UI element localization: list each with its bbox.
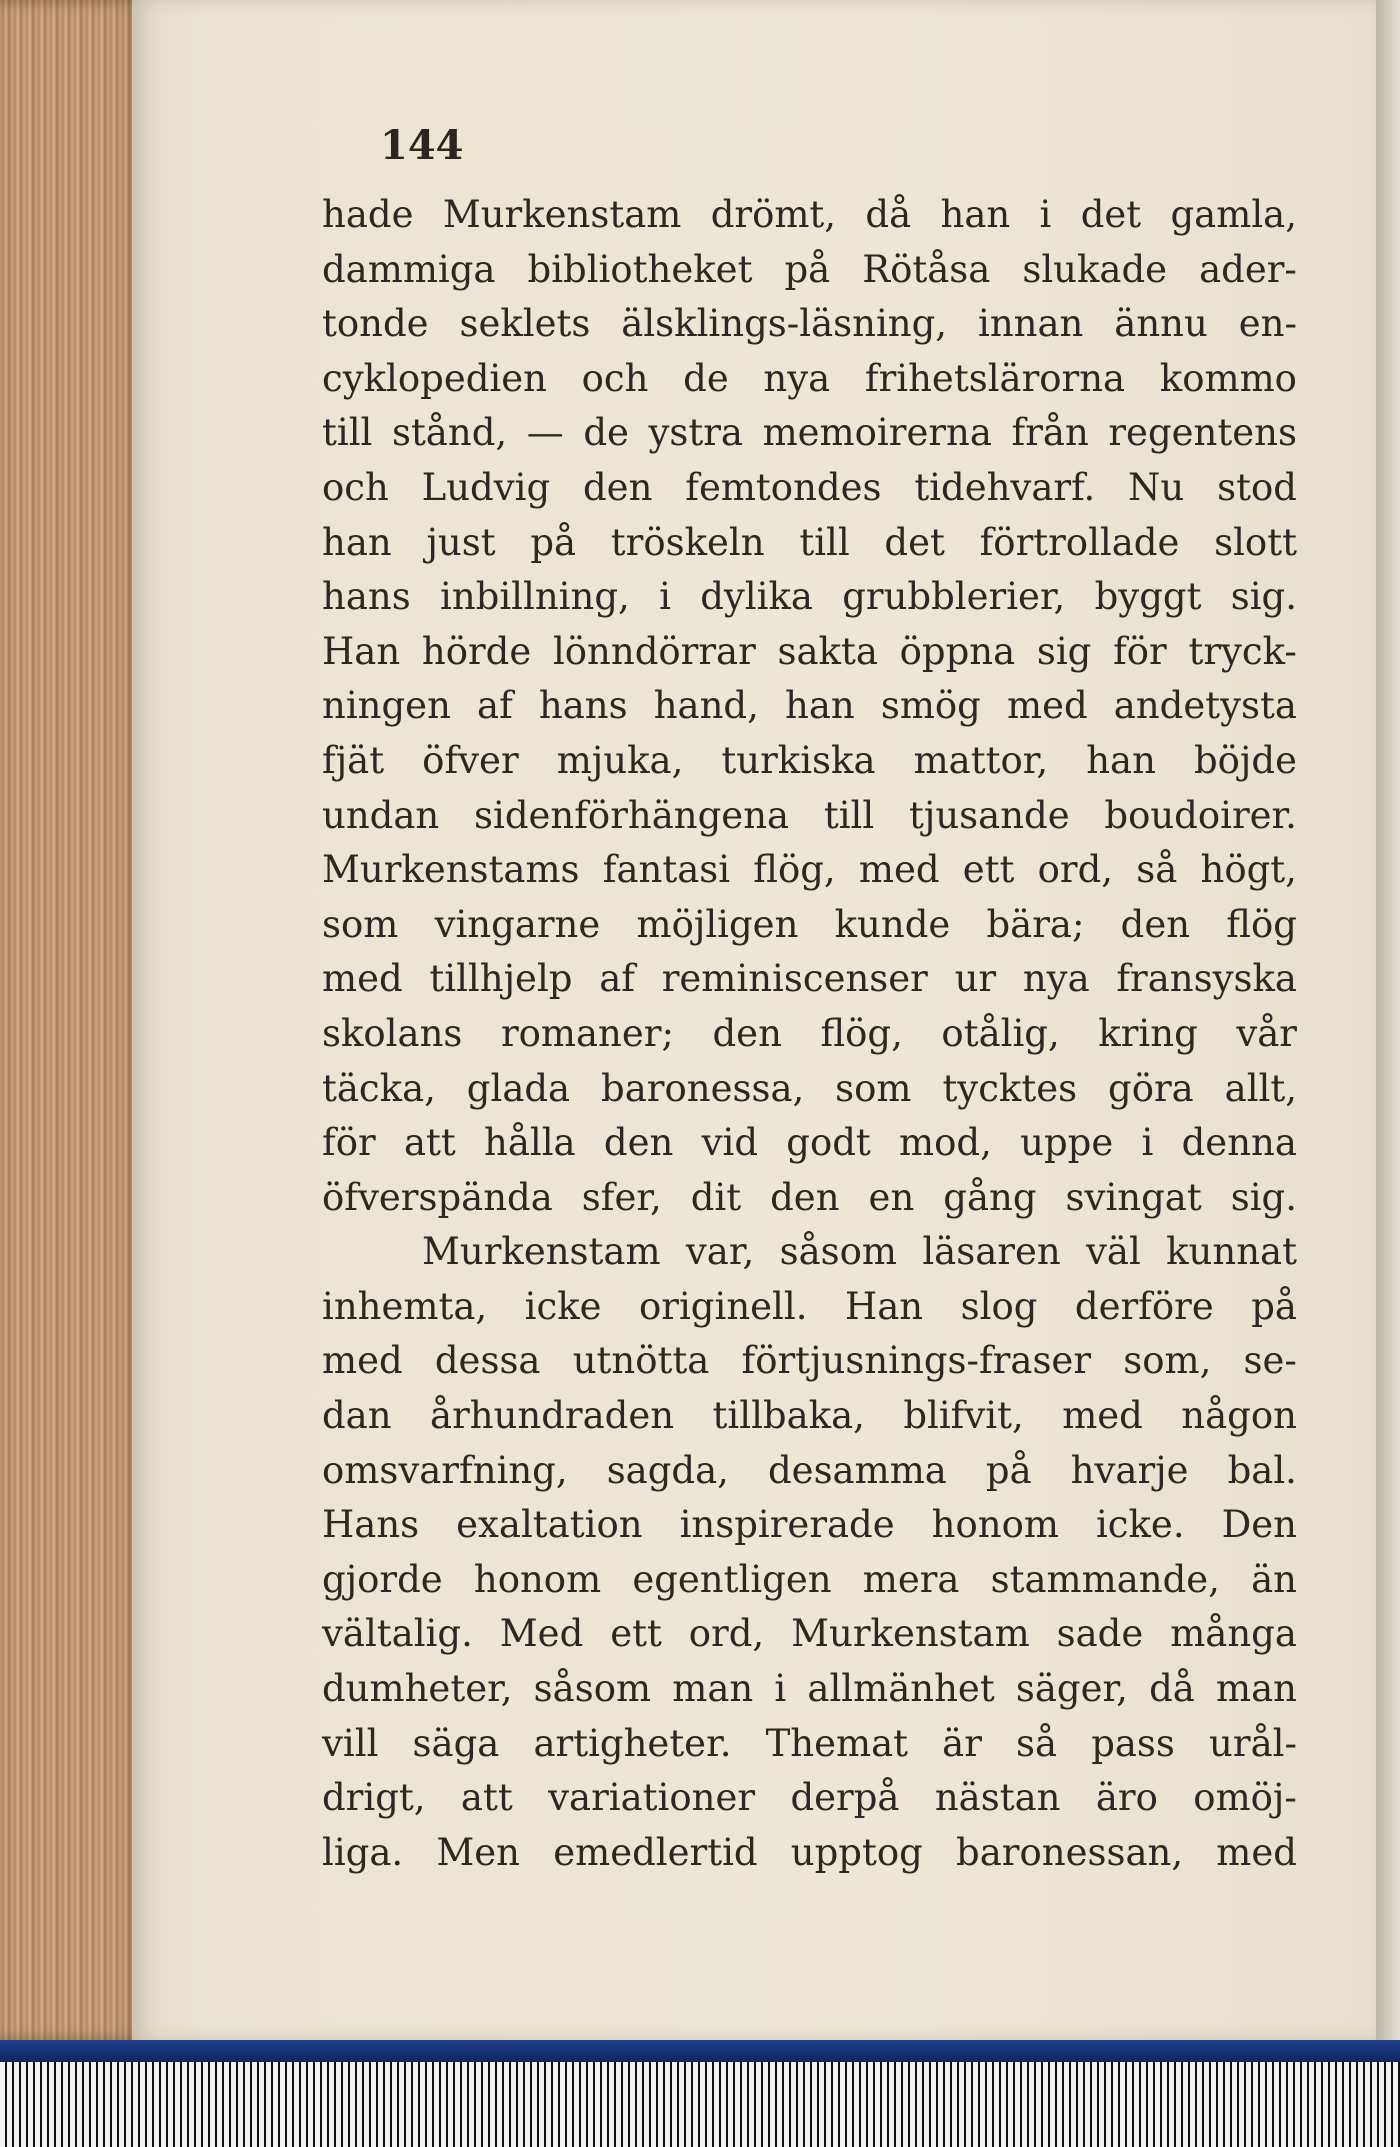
word: vår bbox=[1236, 1011, 1297, 1055]
word: byggt bbox=[1094, 575, 1202, 619]
text-line bbox=[322, 952, 1297, 1007]
word: reminiscenser bbox=[661, 957, 928, 1001]
word: på bbox=[985, 1448, 1032, 1492]
word: till bbox=[823, 793, 875, 837]
text-line bbox=[322, 1662, 1297, 1717]
word: seklets bbox=[459, 302, 591, 346]
word: originell. bbox=[639, 1284, 808, 1328]
word: till bbox=[799, 520, 850, 564]
word: nästan bbox=[934, 1776, 1061, 1820]
word: Nu bbox=[1128, 465, 1185, 509]
word: såsom bbox=[779, 1230, 897, 1274]
word: godt bbox=[786, 1121, 871, 1165]
word: frihetslärorna bbox=[864, 356, 1126, 400]
text-line bbox=[322, 461, 1297, 516]
text-line bbox=[322, 1498, 1297, 1553]
text-line bbox=[322, 679, 1297, 734]
word: tidehvarf. bbox=[914, 465, 1096, 509]
word: vid bbox=[701, 1121, 758, 1165]
word: äro bbox=[1095, 1776, 1158, 1820]
word: tillbaka, bbox=[712, 1394, 865, 1438]
word: tjusande bbox=[908, 793, 1070, 837]
word: upptog bbox=[790, 1830, 923, 1874]
text-line bbox=[322, 1444, 1297, 1499]
word: den bbox=[770, 1175, 840, 1219]
word: med bbox=[1062, 1394, 1143, 1438]
word: ystra bbox=[648, 411, 743, 455]
word: uppe bbox=[1020, 1121, 1114, 1165]
word: Rötåsa bbox=[862, 247, 991, 291]
word: turkiska bbox=[721, 738, 876, 782]
word: ännu bbox=[1114, 302, 1208, 346]
word: så bbox=[1136, 848, 1178, 892]
word: öfverspända bbox=[322, 1175, 553, 1219]
word: högt, bbox=[1200, 848, 1297, 892]
word: många bbox=[1170, 1612, 1297, 1656]
word: i bbox=[774, 1667, 787, 1711]
text-line bbox=[322, 1116, 1297, 1171]
word: honom bbox=[931, 1503, 1059, 1547]
word: gång bbox=[943, 1175, 1037, 1219]
word: då bbox=[1149, 1667, 1195, 1711]
word: från bbox=[1011, 411, 1089, 455]
word: med bbox=[322, 1339, 403, 1383]
text-line bbox=[322, 1062, 1297, 1117]
word: förtrollade bbox=[979, 520, 1180, 564]
word: denna bbox=[1181, 1121, 1297, 1165]
word: boudoirer. bbox=[1104, 793, 1297, 837]
word: än bbox=[1251, 1557, 1297, 1601]
word: att bbox=[403, 1121, 456, 1165]
text-line bbox=[322, 570, 1297, 625]
word: cyklopedien bbox=[322, 356, 547, 400]
word: allmänhet bbox=[807, 1667, 995, 1711]
word: nya bbox=[1022, 957, 1090, 1001]
word: väl bbox=[1086, 1230, 1141, 1274]
word: Murkenstam bbox=[422, 1230, 661, 1274]
word: man bbox=[672, 1667, 754, 1711]
word: ord, bbox=[688, 1612, 765, 1656]
word: lönndörrar bbox=[552, 629, 756, 673]
word: för bbox=[322, 1121, 376, 1165]
text-line bbox=[322, 1607, 1297, 1662]
word: Han bbox=[844, 1284, 924, 1328]
word: fantasi bbox=[602, 848, 731, 892]
scan-color-band bbox=[0, 2040, 1400, 2062]
word: grubblerier, bbox=[842, 575, 1066, 619]
text-line bbox=[322, 516, 1297, 571]
word: dylika bbox=[700, 575, 813, 619]
word: ett bbox=[610, 1612, 662, 1656]
word: omsvarfning, bbox=[322, 1448, 568, 1492]
word: vingarne bbox=[434, 902, 601, 946]
word: hade bbox=[322, 193, 414, 236]
word: i bbox=[659, 575, 671, 619]
word: af bbox=[599, 957, 635, 1001]
word: som bbox=[322, 902, 399, 946]
word: är bbox=[942, 1721, 982, 1765]
word: dessa bbox=[434, 1339, 541, 1383]
word: stammande, bbox=[990, 1557, 1220, 1601]
word: förtjusnings-fraser bbox=[741, 1339, 1092, 1383]
word: svingat bbox=[1065, 1175, 1202, 1219]
word: Han bbox=[322, 629, 401, 673]
text-line bbox=[322, 789, 1297, 844]
word: ord, bbox=[1037, 848, 1114, 892]
word: blifvit, bbox=[903, 1394, 1024, 1438]
word: flög, bbox=[820, 1011, 903, 1055]
text-line bbox=[322, 1826, 1297, 1881]
text-line bbox=[322, 843, 1297, 898]
word: tillhjelp bbox=[429, 957, 573, 1001]
word: var, bbox=[685, 1230, 755, 1274]
word: bal. bbox=[1227, 1448, 1297, 1492]
word: då bbox=[865, 193, 912, 236]
word: ader- bbox=[1199, 247, 1297, 291]
word: han bbox=[940, 193, 1011, 236]
page-number: 144 bbox=[380, 122, 464, 169]
word: att bbox=[460, 1776, 513, 1820]
word: böjde bbox=[1193, 738, 1297, 782]
word: kring bbox=[1098, 1011, 1198, 1055]
text-line bbox=[322, 406, 1297, 461]
word: flög bbox=[1226, 902, 1297, 946]
word: undan bbox=[322, 793, 440, 837]
word: hans bbox=[538, 684, 628, 728]
word: säger, bbox=[1015, 1667, 1128, 1711]
word: de bbox=[683, 356, 729, 400]
word: just bbox=[426, 520, 496, 564]
word: till bbox=[322, 411, 373, 455]
word: älsklings-läsning, bbox=[621, 302, 948, 346]
word: med bbox=[1006, 684, 1088, 728]
word: omöj- bbox=[1193, 1776, 1297, 1820]
word: en bbox=[868, 1175, 915, 1219]
word: hans bbox=[322, 575, 411, 619]
word: läsaren bbox=[922, 1230, 1061, 1274]
page-right-edge bbox=[1376, 0, 1400, 2040]
word: han bbox=[1086, 738, 1156, 782]
word: gjorde bbox=[322, 1557, 443, 1601]
word: för bbox=[1113, 629, 1167, 673]
word: mod, bbox=[899, 1121, 992, 1165]
word: tonde bbox=[322, 302, 429, 346]
word: otålig, bbox=[941, 1011, 1060, 1055]
word: sfer, bbox=[581, 1175, 662, 1219]
word: i bbox=[1141, 1121, 1154, 1165]
word: Hans bbox=[322, 1503, 420, 1547]
word: hörde bbox=[421, 629, 532, 673]
word: slog bbox=[960, 1284, 1038, 1328]
word: derföre bbox=[1074, 1284, 1214, 1328]
word: artigheter. bbox=[533, 1721, 732, 1765]
word: såsom bbox=[533, 1667, 652, 1711]
word: stånd, bbox=[391, 411, 508, 455]
word: med bbox=[1216, 1830, 1297, 1874]
word: tycktes bbox=[942, 1066, 1078, 1110]
text-line bbox=[322, 1171, 1297, 1226]
word: tröskeln bbox=[610, 520, 765, 564]
word: romaner; bbox=[500, 1011, 674, 1055]
text-line bbox=[322, 625, 1297, 680]
word: bära; bbox=[986, 902, 1085, 946]
word: ningen bbox=[322, 684, 451, 728]
word: Ludvig bbox=[421, 465, 551, 509]
word: egentligen bbox=[632, 1557, 832, 1601]
word: så bbox=[1016, 1721, 1058, 1765]
word: den bbox=[583, 465, 653, 509]
word: vältalig. bbox=[322, 1612, 473, 1656]
word: nya bbox=[763, 356, 831, 400]
word: stod bbox=[1217, 465, 1297, 509]
word: på bbox=[784, 247, 831, 291]
word: Med bbox=[499, 1612, 584, 1656]
word: det bbox=[884, 520, 945, 564]
word: en- bbox=[1238, 302, 1297, 346]
word: som bbox=[835, 1066, 912, 1110]
word: hvarje bbox=[1070, 1448, 1189, 1492]
text-line bbox=[322, 297, 1297, 352]
word: Men bbox=[436, 1830, 521, 1874]
word: regentens bbox=[1108, 411, 1297, 455]
text-line bbox=[322, 352, 1297, 407]
word: mjuka, bbox=[556, 738, 684, 782]
text-line bbox=[322, 1553, 1297, 1608]
word: vill bbox=[322, 1721, 379, 1765]
word: Murkenstam bbox=[442, 193, 682, 236]
word: fransyska bbox=[1116, 957, 1297, 1001]
word: sig. bbox=[1230, 1175, 1297, 1219]
word: sade bbox=[1056, 1612, 1144, 1656]
word: sakta bbox=[777, 629, 878, 673]
word: kunde bbox=[834, 902, 951, 946]
word: på bbox=[1251, 1284, 1297, 1328]
word: öfver bbox=[422, 738, 519, 782]
word: göra bbox=[1108, 1066, 1194, 1110]
word: den bbox=[712, 1011, 782, 1055]
word: inhemta, bbox=[322, 1284, 488, 1328]
word: baronessa, bbox=[601, 1066, 805, 1110]
word: det bbox=[1080, 193, 1142, 236]
word: variationer bbox=[548, 1776, 756, 1820]
word: som, bbox=[1123, 1339, 1212, 1383]
word: honom bbox=[473, 1557, 602, 1601]
word: i bbox=[1039, 193, 1052, 236]
word: Murkenstams bbox=[322, 848, 580, 892]
word: den bbox=[1120, 902, 1191, 946]
word: inbillning, bbox=[440, 575, 630, 619]
text-line bbox=[322, 1280, 1297, 1335]
text-line bbox=[322, 898, 1297, 953]
word: derpå bbox=[790, 1776, 900, 1820]
word: Den bbox=[1221, 1503, 1297, 1547]
word: dumheter, bbox=[322, 1667, 513, 1711]
word: icke bbox=[524, 1284, 602, 1328]
word: mattor, bbox=[913, 738, 1049, 782]
word: pass bbox=[1091, 1721, 1175, 1765]
word: utnötta bbox=[572, 1339, 710, 1383]
word: allt, bbox=[1224, 1066, 1297, 1110]
word: drigt, bbox=[322, 1776, 426, 1820]
word: täcka, bbox=[322, 1066, 436, 1110]
word: — bbox=[526, 411, 564, 455]
text-line bbox=[322, 188, 1297, 243]
word: han bbox=[785, 684, 855, 728]
text-line bbox=[322, 1389, 1297, 1444]
word: drömt, bbox=[710, 193, 837, 236]
word: Murkenstam bbox=[791, 1612, 1030, 1656]
word: mera bbox=[862, 1557, 960, 1601]
word: hålla bbox=[484, 1121, 576, 1165]
word: se- bbox=[1243, 1339, 1297, 1383]
word: med bbox=[322, 957, 403, 1001]
text-line bbox=[322, 1717, 1297, 1772]
word: dan bbox=[322, 1394, 392, 1438]
word: kommo bbox=[1159, 356, 1297, 400]
word: hand, bbox=[653, 684, 759, 728]
word: smög bbox=[880, 684, 981, 728]
word: säga bbox=[412, 1721, 500, 1765]
word: bibliotheket bbox=[527, 247, 753, 291]
word: femtondes bbox=[685, 465, 882, 509]
word: ur bbox=[954, 957, 997, 1001]
text-line bbox=[322, 243, 1297, 298]
word: de bbox=[583, 411, 629, 455]
word: flög, bbox=[753, 848, 836, 892]
text-line bbox=[322, 1007, 1297, 1062]
body-text bbox=[322, 188, 1297, 1880]
word: sidenförhängena bbox=[474, 793, 790, 837]
word: innan bbox=[977, 302, 1084, 346]
word: dit bbox=[690, 1175, 742, 1219]
word: desamma bbox=[767, 1448, 947, 1492]
word: tryck- bbox=[1188, 629, 1297, 673]
word: glada bbox=[466, 1066, 571, 1110]
word: urål- bbox=[1209, 1721, 1297, 1765]
word: andetysta bbox=[1113, 684, 1297, 728]
word: exaltation bbox=[456, 1503, 643, 1547]
word: Themat bbox=[765, 1721, 909, 1765]
word: slott bbox=[1214, 520, 1297, 564]
word: icke. bbox=[1095, 1503, 1185, 1547]
book-fore-edge bbox=[0, 0, 140, 2040]
word: liga. bbox=[322, 1830, 404, 1874]
word: sagda, bbox=[606, 1448, 729, 1492]
word: århundraden bbox=[430, 1394, 675, 1438]
word: kunnat bbox=[1166, 1230, 1297, 1274]
word: möjligen bbox=[636, 902, 799, 946]
word: inspirerade bbox=[679, 1503, 895, 1547]
word: man bbox=[1215, 1667, 1297, 1711]
word: någon bbox=[1181, 1394, 1297, 1438]
text-line bbox=[322, 1771, 1297, 1826]
text-line bbox=[322, 734, 1297, 789]
scan-barcode-strip bbox=[0, 2062, 1400, 2147]
word: på bbox=[530, 520, 577, 564]
word: dammiga bbox=[322, 247, 496, 291]
word: slukade bbox=[1022, 247, 1168, 291]
word: af bbox=[477, 684, 513, 728]
word: den bbox=[603, 1121, 674, 1165]
text-line bbox=[322, 1225, 1297, 1280]
word: och bbox=[581, 356, 649, 400]
word: sig. bbox=[1230, 575, 1297, 619]
text-line bbox=[322, 1334, 1297, 1389]
word: memoirerna bbox=[762, 411, 992, 455]
word: baronessan, bbox=[956, 1830, 1184, 1874]
word: skolans bbox=[322, 1011, 463, 1055]
word: emedlertid bbox=[553, 1830, 758, 1874]
word: fjät bbox=[322, 738, 385, 782]
word: ett bbox=[962, 848, 1015, 892]
word: och bbox=[322, 465, 389, 509]
word: med bbox=[858, 848, 940, 892]
word: öppna bbox=[899, 629, 1016, 673]
word: gamla, bbox=[1170, 193, 1297, 236]
word: han bbox=[322, 520, 392, 564]
word: sig bbox=[1036, 629, 1092, 673]
